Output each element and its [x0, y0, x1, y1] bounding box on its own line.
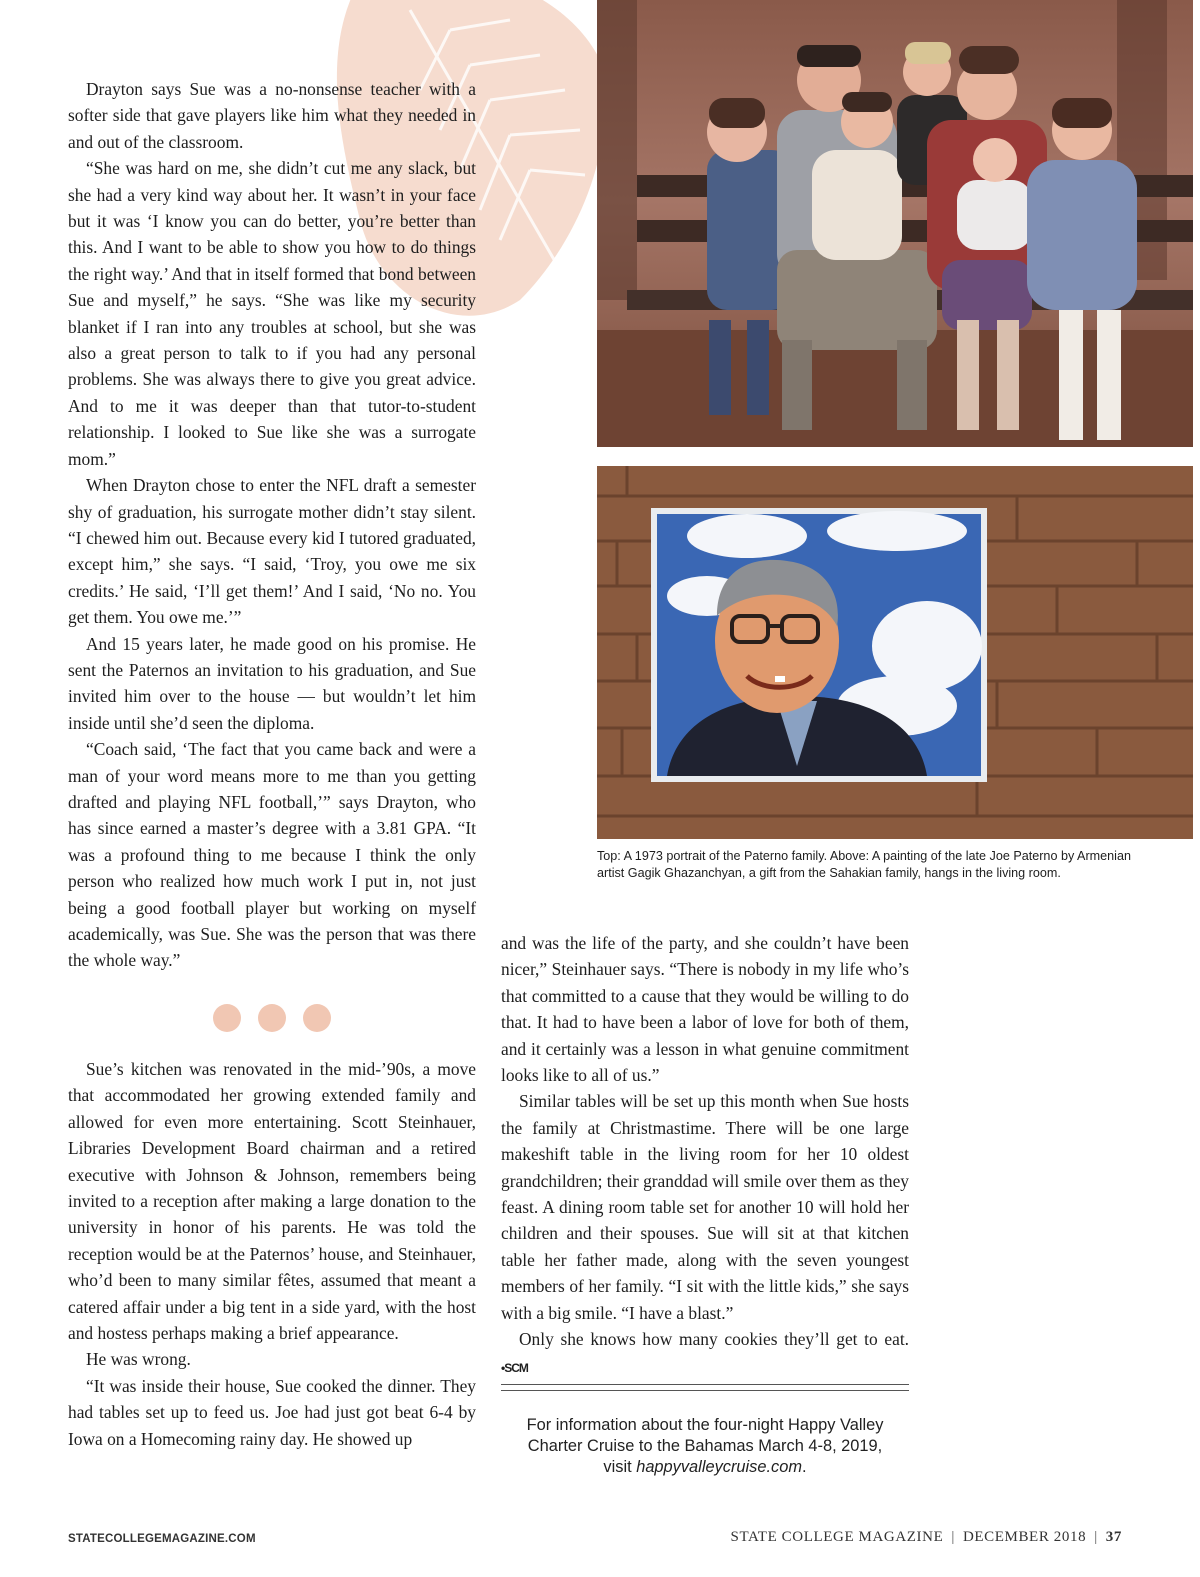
- photo-caption: Top: A 1973 portrait of the Paterno family. Above: A painting of the late Joe Paterno by Armenian artist Gagik Ghazanchyan, a gift from the Sahakian family, hangs in the living room.: [597, 849, 1131, 880]
- info-line: [501, 1457, 909, 1478]
- paragraph: “It was inside their house, Sue cooked the dinner. They had tables set up to feed us. Joe had just got beat 6-4 by Iowa on a Homecoming rainy day. He showed up: [68, 1375, 476, 1449]
- dot: [303, 1004, 331, 1032]
- visit-text: visit: [603, 1458, 637, 1476]
- cruise-info-box: [501, 1415, 909, 1478]
- period: .: [802, 1458, 807, 1476]
- paragraph: Similar tables will be set up this month when Sue hosts the family at Christmastime. There will be one large makeshift table in the living room for her 10 oldest grandchildren; their granddad will smile over them as they feast. A dining room table set for another 10 will hold her children and their spouses. Sue will sit at that kitchen table her father made, along with the seven youngest members of her family. “I sit with the little kids,” she says with a big smile. “I have a blast.”: [501, 1091, 909, 1323]
- paragraph: And 15 years later, he made good on his promise. He sent the Paternos an invitation to his graduation, and Sue invited him over to the house — but wouldn’t let him inside until she’d seen the diploma.: [68, 633, 476, 733]
- footer-website[interactable]: STATECOLLEGEMAGAZINE.COM: [68, 1533, 256, 1545]
- paragraph: Drayton says Sue was a no-nonsense teacher with a softer side that gave players like him what they needed in and out of the classroom.: [68, 79, 476, 152]
- paragraph: “She was hard on me, she didn’t cut me any slack, but she had a very kind way about her. It wasn’t in your face but it was ‘I know you can do better, you’re better than this. And I want to be able to show you how to do things the right way.’ And that in itself formed that bond between Sue and myself,” he says. “She was like my security blanket if I ran into any troubles at school, but she was also a great person to talk to if you had any personal problems. She was always there to give you great advice. And to me it was deeper than that tutor-to-student relationship. I looked to Sue like she was a surrogate mom.”: [68, 158, 476, 469]
- article-column-left-bottom: [68, 1056, 476, 1452]
- painting-photo: [597, 466, 1193, 839]
- paragraph-text: Only she knows how many cookies they’ll get to eat.: [519, 1329, 909, 1350]
- info-line: Charter Cruise to the Bahamas March 4-8, 2019,: [527, 1437, 883, 1455]
- family-portrait-illustration: [597, 0, 1193, 447]
- magazine-name: STATE COLLEGE MAGAZINE: [730, 1529, 944, 1545]
- cruise-link[interactable]: happyvalleycruise.com: [636, 1458, 803, 1476]
- paragraph: Sue’s kitchen was renovated in the mid-’90s, a move that accommodated her growing extended family and allowed for even more entertaining. Scott Steinhauer, Libraries Development Board chairman and a retired executive with Johnson & Johnson, remembers being invited to a reception after making a large donation to the university in honor of his parents. He was told the reception would be at the Paternos’ house, and Steinhauer, who’d been to many similar fêtes, assumed that meant a catered affair under a big tent in a side yard, with the host and hostess perhaps making a brief appearance.: [68, 1059, 476, 1344]
- page-number: 37: [1105, 1529, 1122, 1545]
- section-break-dots: [213, 1004, 333, 1034]
- article-column-right: [501, 930, 909, 1381]
- article-column-left-top: [68, 76, 476, 974]
- paragraph: “Coach said, ‘The fact that you came back and were a man of your word means more to me than you getting drafted and playing NFL football,’” says Drayton, who has since earned a master’s degree with a 3.81 GPA. “It was a profound thing to me because I think the only person who realized how much work I put in, not just being a good football player but working on myself academically, was Sue. She was the person that was there the whole way.”: [68, 739, 476, 971]
- paragraph-final: [501, 1326, 909, 1381]
- double-rule-divider: [501, 1384, 909, 1391]
- painting-on-brick-wall-illustration: [597, 466, 1193, 839]
- paragraph: When Drayton chose to enter the NFL draft a semester shy of graduation, his surrogate mother didn’t stay silent. “I chewed him out. Because every kid I tutored graduated, except him,” she says. “I said, ‘Troy, you owe me six credits.’ He said, ‘I’ll get them!’ And I said, ‘No no. You get them. You owe me.’”: [68, 475, 476, 628]
- paragraph: and was the life of the party, and she couldn’t have been nicer,” Steinhauer says. “There is nobody in my life who’s that committed to a cause that they would be willing to do that. It had to have been a labor of love for both of them, and it certainly was a lesson in what genuine commitment looks like to all of us.”: [501, 933, 909, 1086]
- family-portrait-photo: [597, 0, 1193, 447]
- paragraph: He was wrong.: [86, 1349, 191, 1370]
- end-mark: •SCM: [501, 1360, 528, 1375]
- footer-folio: STATE COLLEGE MAGAZINE | DECEMBER 2018 | 37: [730, 1529, 1122, 1545]
- issue-date: DECEMBER 2018: [962, 1529, 1087, 1545]
- info-line: For information about the four-night Happy Valley: [526, 1416, 884, 1434]
- dot: [258, 1004, 286, 1032]
- dot: [213, 1004, 241, 1032]
